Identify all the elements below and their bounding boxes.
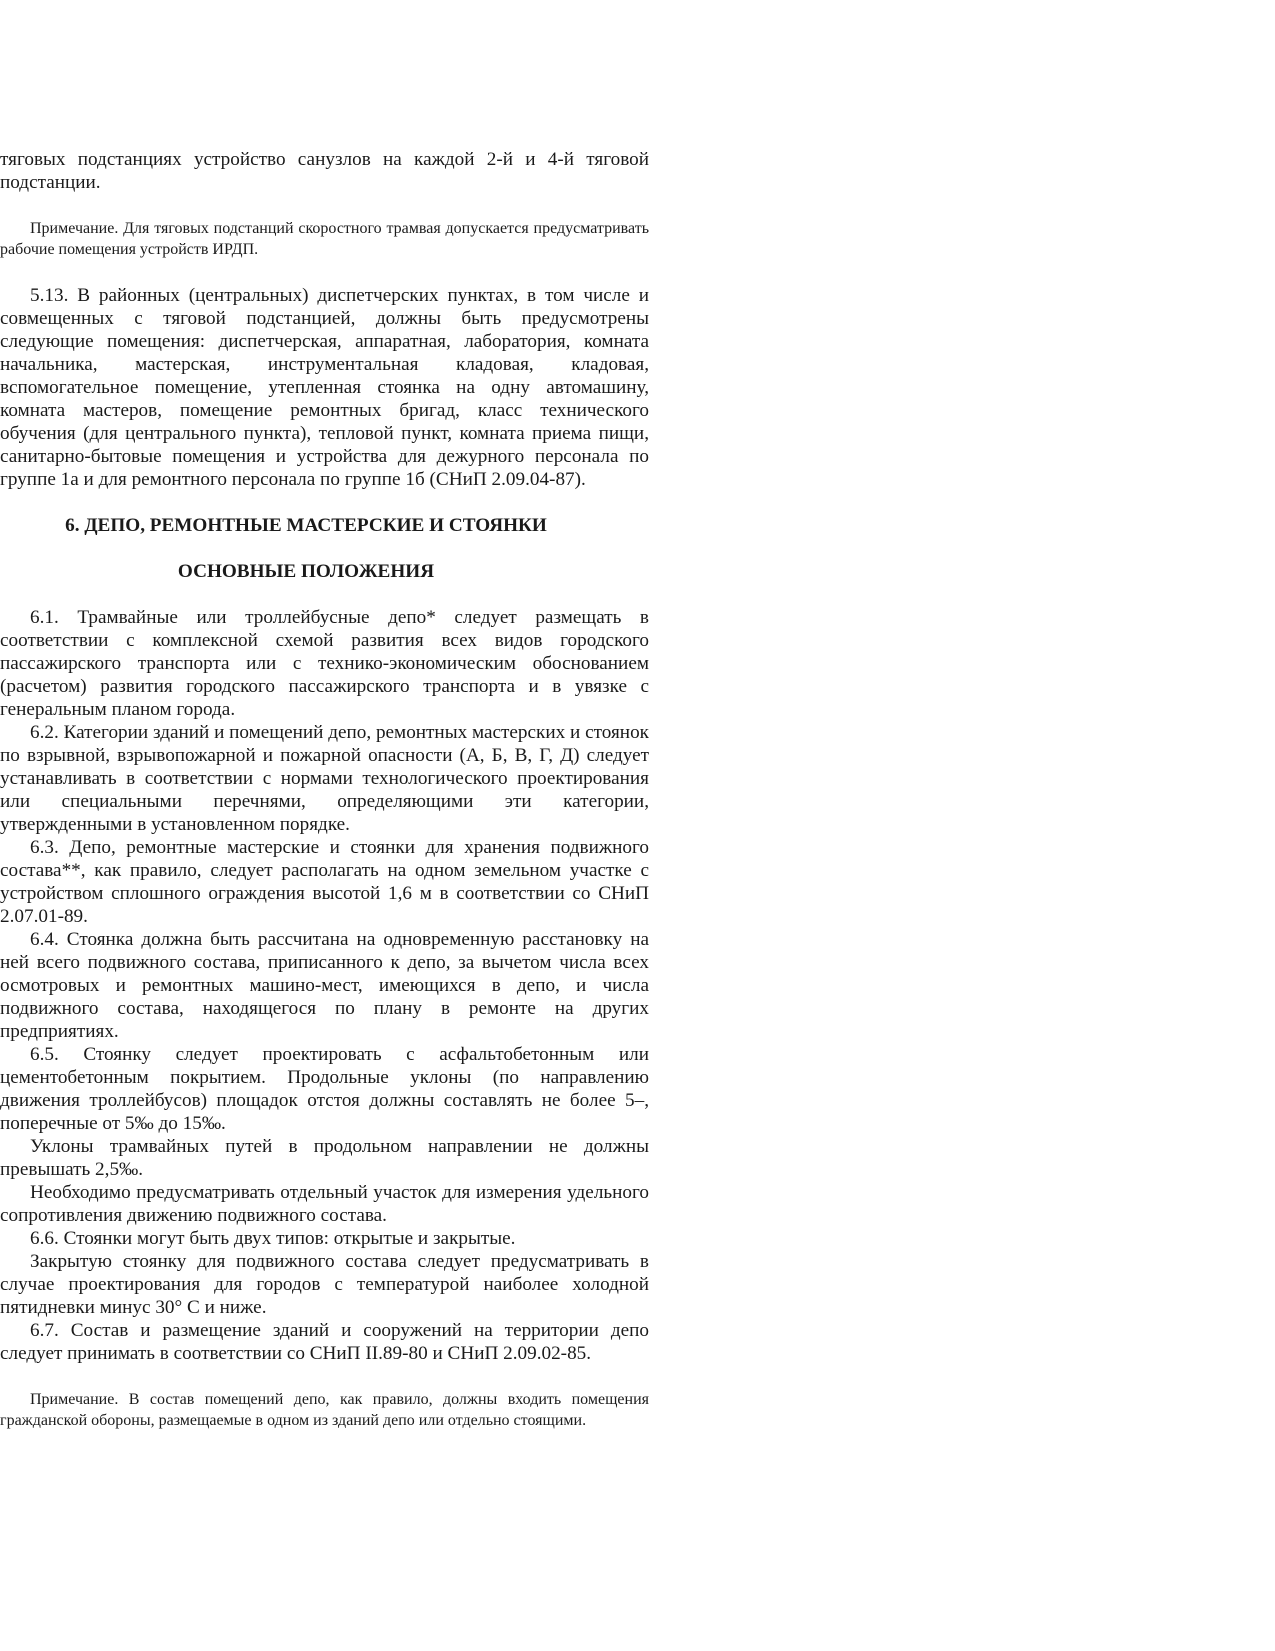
- document-page: [0, 148, 649, 1431]
- section-heading: [36, 514, 576, 583]
- paragraph-5-13: 5.13. В районных (центральных) диспетчерских пунктах, в том числе и совмещенных с тяговой подстанцией, должны быть предусмотрены следующие помещения: диспетчерская, аппаратная, лаборатория, комната начальника, мастерская, инструментальная кладовая, кладовая, вспомогательное помещение, утепленная стоянка на одну автомашину, комната мастеров, помещение ремонтных бригад, класс технического обучения (для центрального пункта), тепловой пункт, комната приема пищи, санитарно-бытовые помещения и устройства для дежурного персонала по группе 1а и для ремонтного персонала по группе 1б (СНиП 2.09.04-87).: [0, 285, 649, 490]
- paragraph-closed-parking: Закрытую стоянку для подвижного состава следует предусматривать в случае проектирования для городов с температурой наиболее холодной пятидневки минус 30° С и ниже.: [0, 1251, 649, 1318]
- paragraph-6-4: 6.4. Стоянка должна быть рассчитана на одновременную расстановку на ней всего подвижного состава, приписанного к депо, за вычетом числа всех осмотровых и ремонтных машино-мест, имеющихся в депо, и числа подвижного состава, находящегося по плану в ремонте на других предприятиях.: [0, 929, 649, 1042]
- section-subtitle: ОСНОВНЫЕ ПОЛОЖЕНИЯ: [177, 561, 435, 582]
- note-civil-defense: Примечание. В состав помещений депо, как правило, должны входить помещения гражданской обороны, размещаемые в одном из зданий депо или отдельно стоящими.: [0, 1391, 649, 1429]
- paragraph-tram-slopes: Уклоны трамвайных путей в продольном направлении не должны превышать 2,5‰.: [0, 1136, 649, 1180]
- paragraph-6-6: 6.6. Стоянки могут быть двух типов: открытые и закрытые.: [30, 1228, 516, 1249]
- paragraph-6-3: 6.3. Депо, ремонтные мастерские и стоянки для хранения подвижного состава**, как правило, следует располагать на одном земельном участке с устройством сплошного ограждения высотой 1,6 м в соответствии со СНиП 2.07.01-89.: [0, 837, 649, 927]
- section-title: 6. ДЕПО, РЕМОНТНЫЕ МАСТЕРСКИЕ И СТОЯНКИ: [65, 515, 547, 536]
- paragraph-measurement-area: Необходимо предусматривать отдельный участок для измерения удельного сопротивления движению подвижного состава.: [0, 1182, 649, 1226]
- paragraph-6-2: 6.2. Категории зданий и помещений депо, ремонтных мастерских и стоянок по взрывной, взрывопожарной и пожарной опасности (А, Б, В, Г, Д) следует устанавливать в соответствии с нормами технологического проектирования или специальными перечнями, определяющими эти категории, утвержденными в установленном порядке.: [0, 722, 649, 835]
- paragraph-6-1: 6.1. Трамвайные или троллейбусные депо* следует размещать в соответствии с комплексной схемой развития всех видов городского пассажирского транспорта или с технико-экономическим обоснованием (расчетом) развития городского пассажирского транспорта и в увязке с генеральным планом города.: [0, 607, 649, 720]
- paragraph-continuation: тяговых подстанциях устройство санузлов на каждой 2-й и 4-й тяговой подстанции.: [0, 149, 649, 193]
- paragraph-6-5: 6.5. Стоянку следует проектировать с асфальтобетонным или цементобетонным покрытием. Продольные уклоны (по направлению движения троллейбусов) площадок отстоя должны составлять не более 5‒, поперечные от 5‰ до 15‰.: [0, 1044, 649, 1134]
- paragraph-6-7: 6.7. Состав и размещение зданий и сооружений на территории депо следует принимать в соответствии со СНиП II.89-80 и СНиП 2.09.02-85.: [0, 1320, 649, 1364]
- note-ird: Примечание. Для тяговых подстанций скоростного трамвая допускается предусматривать рабочие помещения устройств ИРДП.: [0, 220, 649, 258]
